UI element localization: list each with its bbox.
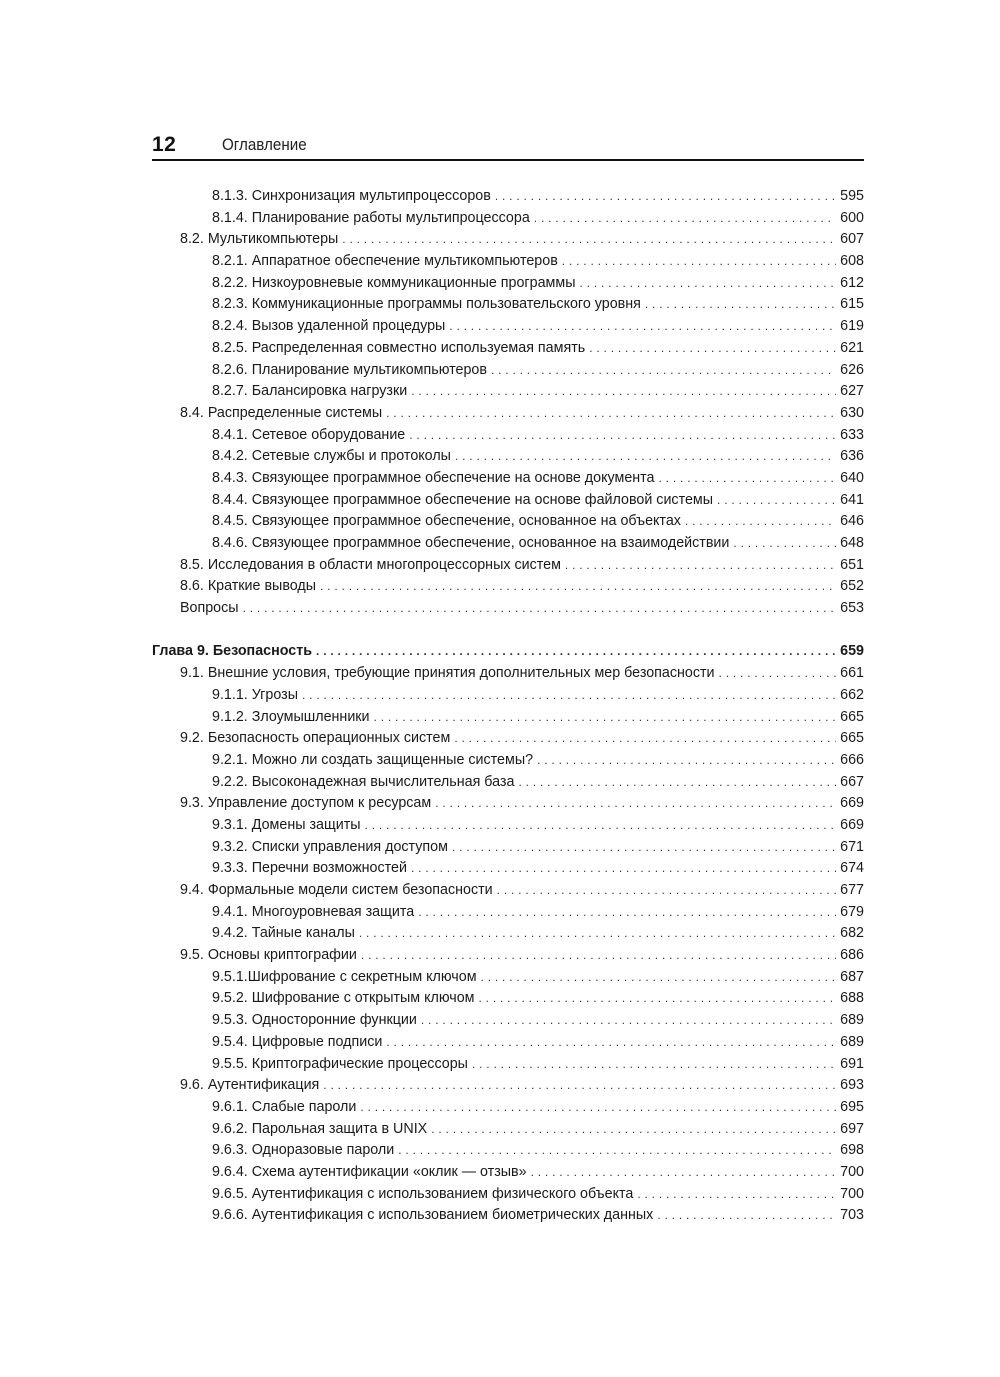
toc-entry-title: 9.6.4. Схема аутентификации «оклик — отзыв»: [212, 1163, 527, 1180]
dot-leader: [411, 381, 836, 403]
dot-leader: [562, 251, 836, 273]
toc-entry-page: 646: [840, 513, 864, 530]
section-gap: [152, 620, 864, 642]
dot-leader: [637, 1184, 836, 1206]
toc-entry-title: 9.6.3. Одноразовые пароли: [212, 1142, 395, 1159]
dot-leader: [302, 685, 836, 707]
dot-leader: [534, 208, 836, 230]
toc-entry-page: 595: [840, 188, 864, 204]
dot-leader: [342, 229, 836, 251]
toc-entry-page: 651: [840, 556, 864, 573]
toc-subsection-entry[interactable]: [152, 750, 864, 772]
toc-entry-page: 689: [840, 1012, 864, 1029]
toc-entry-title: 8.2. Мультикомпьютеры: [180, 231, 339, 248]
dot-leader: [733, 533, 836, 555]
toc-subsection-entry[interactable]: [152, 923, 864, 945]
toc-entry-title: 8.2.6. Планирование мультикомпьютеров: [212, 361, 487, 378]
toc-section-entry[interactable]: [152, 793, 864, 815]
dot-leader: [435, 793, 836, 815]
toc-subsection-entry[interactable]: [152, 425, 864, 447]
toc-entry-page: 674: [840, 860, 864, 877]
toc-chapter-entry[interactable]: [152, 641, 864, 663]
toc-entry-page: 621: [840, 339, 864, 356]
dot-leader: [719, 663, 837, 685]
toc-entry-page: 633: [840, 426, 864, 443]
toc-entry-title: 8.4.5. Связующее программное обеспечение, основанное на объектах: [212, 513, 681, 530]
toc-entry-title: 9.1.1. Угрозы: [212, 686, 298, 703]
toc-entry-page: 695: [840, 1098, 864, 1115]
toc-subsection-entry[interactable]: [152, 208, 864, 230]
dot-leader: [398, 1140, 836, 1162]
toc-entry-title: 9.1.2. Злоумышленники: [212, 708, 370, 725]
toc-entry-page: 669: [840, 816, 864, 833]
toc-entry-page: 698: [840, 1142, 864, 1159]
toc-entry-title: 8.6. Краткие выводы: [180, 578, 317, 595]
toc-entry-title: 9.2.2. Высоконадежная вычислительная база: [212, 773, 515, 790]
toc-entry-page: 665: [840, 708, 864, 725]
toc-entry-title: 8.4.6. Связующее программное обеспечение, основанное на взаимодействии: [212, 535, 730, 551]
dot-leader: [316, 641, 836, 663]
dot-leader: [455, 446, 836, 468]
toc-subsection-entry[interactable]: [152, 186, 864, 208]
toc-entry-title: 9.6.5. Аутентификация с использованием физического объекта: [212, 1185, 634, 1202]
toc-entry-title: 8.4. Распределенные системы: [180, 404, 383, 421]
toc-entry-page: 641: [840, 491, 864, 508]
toc-entry-page: 687: [840, 968, 864, 985]
toc-subsection-entry[interactable]: [152, 294, 864, 316]
toc-entry-title: 8.2.7. Балансировка нагрузки: [212, 383, 408, 400]
toc-entry-title: 9.4. Формальные модели систем безопасности: [180, 882, 493, 898]
toc-entry-title: 9.2. Безопасность операционных систем: [180, 730, 451, 747]
dot-leader: [717, 490, 836, 512]
toc-entry-page: 640: [840, 469, 864, 486]
dot-leader: [365, 815, 837, 837]
toc-entry-title: 8.4.2. Сетевые службы и протоколы: [212, 448, 451, 465]
toc-section-entry[interactable]: [152, 403, 864, 425]
toc-entry-page: 652: [840, 578, 864, 595]
toc-entry-title: 9.3.2. Списки управления доступом: [212, 838, 448, 855]
toc-entry-title: 8.4.4. Связующее программное обеспечение на основе файловой системы: [212, 491, 714, 508]
dot-leader: [374, 707, 837, 729]
toc-entry-page: 671: [840, 838, 864, 855]
dot-leader: [659, 468, 837, 490]
toc-entry-title: 9.5.4. Цифровые подписи: [212, 1033, 383, 1050]
toc-entry-title: 9.5.1.Шифрование с секретным ключом: [212, 968, 477, 985]
toc-subsection-entry[interactable]: [152, 446, 864, 468]
toc-entry-page: 679: [840, 903, 864, 920]
toc-entry-page: 686: [840, 947, 864, 964]
toc-subsection-entry[interactable]: [152, 533, 864, 555]
dot-leader: [479, 988, 837, 1010]
page-number: 12: [152, 133, 177, 156]
toc-subsection-entry[interactable]: [152, 1205, 864, 1227]
dot-leader: [537, 750, 836, 772]
toc-entry-page: 612: [840, 274, 864, 291]
dot-leader: [449, 316, 836, 338]
toc-entry-title: 8.2.1. Аппаратное обеспечение мультикомпьютеров: [212, 253, 558, 270]
toc-entry-page: 607: [840, 231, 864, 248]
toc-entry-page: 693: [840, 1077, 864, 1094]
toc-entry-title: 8.5. Исследования в области многопроцессорных систем: [180, 556, 561, 573]
toc-entry-page: 662: [840, 686, 864, 703]
toc-entry-page: 630: [840, 404, 864, 421]
dot-leader: [386, 403, 836, 425]
toc-entry-title: 9.6.1. Слабые пароли: [212, 1098, 357, 1115]
dot-leader: [411, 858, 836, 880]
toc-subsection-entry[interactable]: [152, 1184, 864, 1206]
toc-subsection-entry[interactable]: [152, 772, 864, 794]
toc-section-entry[interactable]: [152, 555, 864, 577]
dot-leader: [589, 338, 836, 360]
dot-leader: [320, 576, 836, 598]
toc-entry-title: 9.5.3. Односторонние функции: [212, 1012, 417, 1029]
dot-leader: [580, 273, 837, 295]
toc-subsection-entry[interactable]: [152, 511, 864, 533]
dot-leader: [386, 1032, 836, 1054]
toc-entry-page: 661: [840, 665, 864, 682]
dot-leader: [243, 598, 837, 620]
toc-entry-title: 9.1. Внешние условия, требующие принятия дополнительных мер безопасности: [180, 665, 715, 682]
toc-entry-page: 627: [840, 383, 864, 400]
toc-entry-title: 9.5.5. Криптографические процессоры: [212, 1055, 468, 1072]
dot-leader: [491, 360, 836, 382]
dot-leader: [495, 186, 836, 208]
toc-subsection-entry[interactable]: [152, 251, 864, 273]
toc-subsection-entry[interactable]: [152, 468, 864, 490]
dot-leader: [409, 425, 836, 447]
toc-entry-title: 9.6. Аутентификация: [180, 1077, 320, 1094]
toc-subsection-entry[interactable]: [152, 685, 864, 707]
toc-subsection-entry[interactable]: [152, 837, 864, 859]
toc-entry-title: 9.4.1. Многоуровневая защита: [212, 903, 415, 920]
toc-subsection-entry[interactable]: [152, 858, 864, 880]
toc-subsection-entry[interactable]: [152, 1097, 864, 1119]
toc-entry-title: 9.3. Управление доступом к ресурсам: [180, 795, 432, 812]
toc-subsection-entry[interactable]: [152, 338, 864, 360]
toc-subsection-entry[interactable]: [152, 902, 864, 924]
toc-subsection-entry[interactable]: [152, 1162, 864, 1184]
dot-leader: [359, 923, 836, 945]
toc-subsection-entry[interactable]: [152, 490, 864, 512]
toc-entry-page: 691: [840, 1055, 864, 1072]
dot-leader: [531, 1162, 837, 1184]
toc-section-entry[interactable]: [152, 1075, 864, 1097]
toc-subsection-entry[interactable]: [152, 815, 864, 837]
toc-entry-title: 9.5.2. Шифрование с открытым ключом: [212, 990, 475, 1007]
dot-leader: [452, 837, 836, 859]
toc-subsection-entry[interactable]: [152, 988, 864, 1010]
toc-entry-title: 8.2.5. Распределенная совместно используемая память: [212, 339, 586, 356]
toc-subsection-entry[interactable]: [152, 967, 864, 989]
toc-entry-title: 8.4.1. Сетевое оборудование: [212, 426, 406, 443]
header-rule: [152, 159, 864, 161]
toc-entry-title: 9.6.6. Аутентификация с использованием биометрических данных: [212, 1207, 654, 1224]
toc-subsection-entry[interactable]: [152, 273, 864, 295]
toc-entry-page: 688: [840, 990, 864, 1007]
dot-leader: [481, 967, 837, 989]
toc-entry-title: 9.6.2. Парольная защита в UNIX: [212, 1120, 428, 1137]
toc-entry-page: 626: [840, 361, 864, 378]
toc-subsection-entry[interactable]: [152, 316, 864, 338]
toc-entry-page: 700: [840, 1185, 864, 1202]
dot-leader: [418, 902, 836, 924]
toc-entry-title: 8.2.3. Коммуникационные программы пользовательского уровня: [212, 296, 641, 313]
dot-leader: [361, 945, 836, 967]
toc-entry-page: 700: [840, 1163, 864, 1180]
toc-section-entry[interactable]: [152, 229, 864, 251]
toc-subsection-entry[interactable]: [152, 381, 864, 403]
toc-subsection-entry[interactable]: [152, 1054, 864, 1076]
toc-section-entry[interactable]: [152, 576, 864, 598]
toc-entry-page: 689: [840, 1033, 864, 1050]
toc-subsection-entry[interactable]: [152, 360, 864, 382]
toc-entry-page: 648: [840, 535, 864, 551]
toc-section-entry[interactable]: [152, 945, 864, 967]
toc-entry-page: 669: [840, 795, 864, 812]
toc-entry-title: 9.4.2. Тайные каналы: [212, 925, 355, 942]
dot-leader: [421, 1010, 836, 1032]
running-header: [152, 133, 864, 161]
dot-leader: [431, 1119, 836, 1141]
toc-entry-page: 667: [840, 773, 864, 790]
toc-subsection-entry[interactable]: [152, 707, 864, 729]
dot-leader: [497, 880, 836, 902]
toc-entry-page: 615: [840, 296, 864, 313]
dot-leader: [657, 1205, 836, 1227]
toc-entry-title: 8.2.2. Низкоуровневые коммуникационные программы: [212, 274, 576, 291]
toc-subsection-entry[interactable]: [152, 1010, 864, 1032]
dot-leader: [472, 1054, 836, 1076]
toc-entry-title: 9.3.3. Перечни возможностей: [212, 860, 407, 877]
toc-subsection-entry[interactable]: [152, 1140, 864, 1162]
toc-entry-page: 653: [840, 600, 864, 617]
dot-leader: [518, 772, 836, 794]
toc-entry-page: 659: [840, 643, 864, 660]
toc-entry-page: 697: [840, 1120, 864, 1137]
toc-entry-title: 8.4.3. Связующее программное обеспечение на основе документа: [212, 469, 655, 486]
toc-entry-title: 9.5. Основы криптографии: [180, 947, 357, 964]
toc-entry-page: 636: [840, 448, 864, 465]
toc-entry-title: 9.2.1. Можно ли создать защищенные системы?: [212, 751, 534, 768]
dot-leader: [645, 294, 836, 316]
table-of-contents: [152, 186, 864, 1227]
dot-leader: [454, 728, 836, 750]
toc-entry-page: 682: [840, 925, 864, 942]
toc-entry-title: 8.1.4. Планирование работы мультипроцессора: [212, 209, 530, 226]
toc-entry-title: Глава 9. Безопасность: [152, 643, 313, 660]
toc-entry-page: 600: [840, 209, 864, 226]
toc-entry-page: 677: [840, 882, 864, 898]
toc-section-entry[interactable]: [152, 728, 864, 750]
toc-entry-page: 665: [840, 730, 864, 747]
toc-entry-title: 8.2.4. Вызов удаленной процедуры: [212, 318, 446, 335]
toc-section-entry[interactable]: [152, 598, 864, 620]
toc-entry-page: 666: [840, 751, 864, 768]
toc-entry-page: 619: [840, 318, 864, 335]
running-title: Оглавление: [222, 136, 307, 154]
dot-leader: [360, 1097, 836, 1119]
dot-leader: [323, 1075, 836, 1097]
dot-leader: [565, 555, 836, 577]
toc-section-entry[interactable]: [152, 663, 864, 685]
toc-subsection-entry[interactable]: [152, 1032, 864, 1054]
toc-subsection-entry[interactable]: [152, 1119, 864, 1141]
toc-entry-title: 8.1.3. Синхронизация мультипроцессоров: [212, 188, 491, 204]
toc-entry-page: 703: [840, 1207, 864, 1224]
toc-entry-page: 608: [840, 253, 864, 270]
toc-section-entry[interactable]: [152, 880, 864, 902]
toc-entry-title: 9.3.1. Домены защиты: [212, 816, 361, 833]
dot-leader: [685, 511, 836, 533]
toc-entry-title: Вопросы: [180, 600, 239, 617]
